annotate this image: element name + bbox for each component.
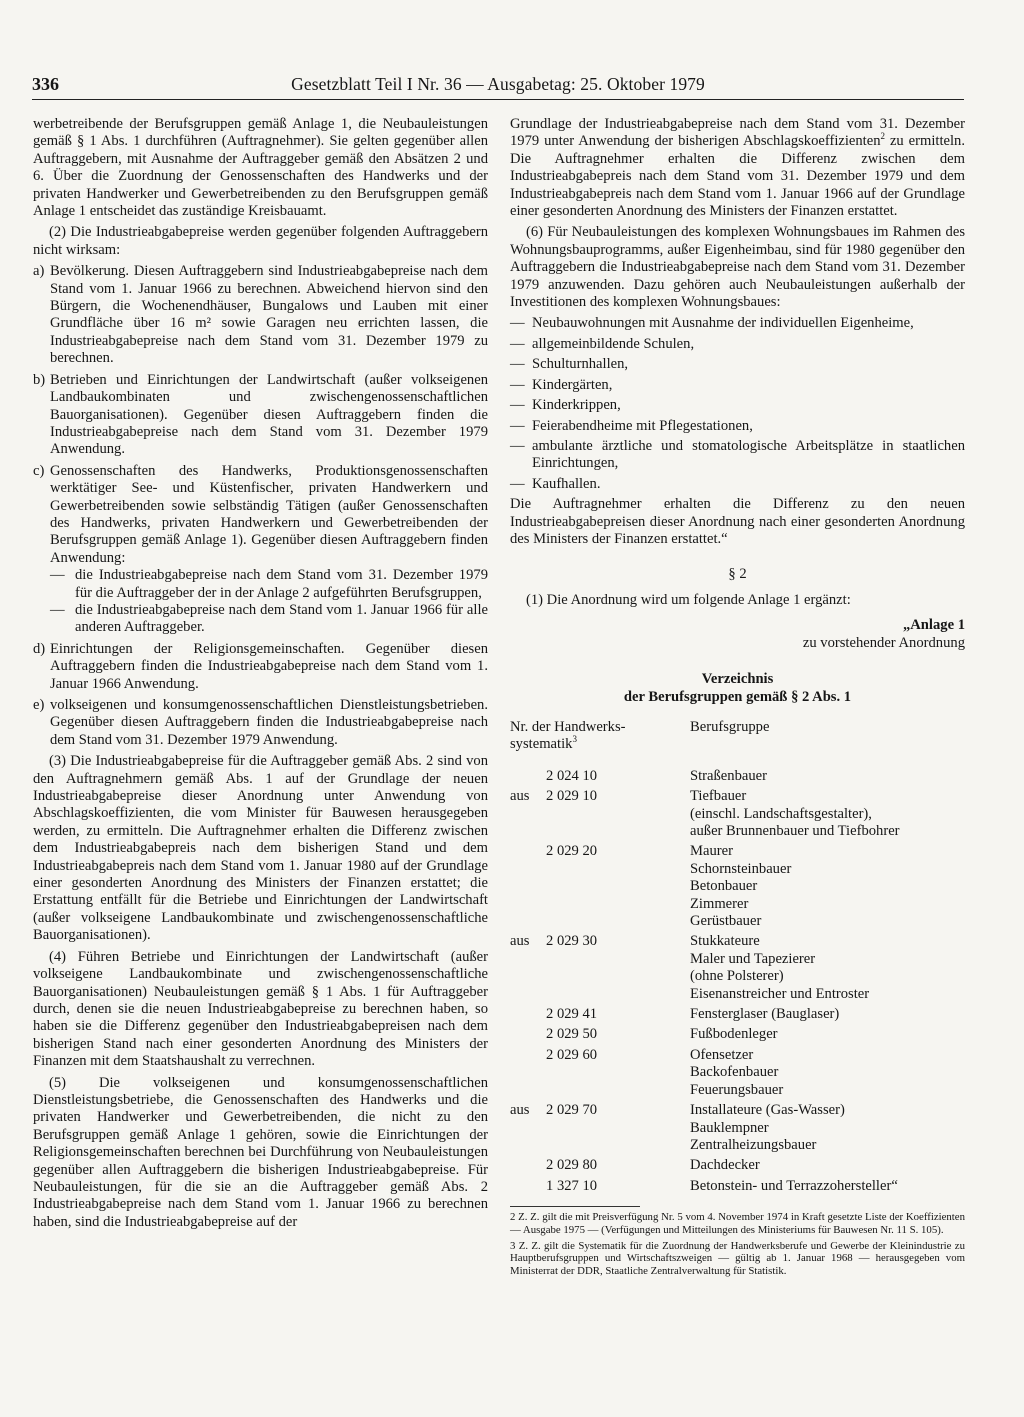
footnote-ref: 2	[880, 131, 886, 142]
list-item-text: ambulante ärztliche und stomatologische Arbeitsplätze in staatlichen Einrichtungen,	[532, 437, 965, 472]
paragraph-2-intro: (2) Die Industrieabgabepreise werden gegenüber folgenden Auftraggebern nicht wirksam:	[33, 224, 488, 258]
table-cell-prefix	[510, 1026, 546, 1046]
footnote: 3 Z. Z. gilt die Systematik für die Zuordnung der Handwerksberufe und Gewerbe der Kleinindustrie zu Hauptberufsgruppen und Wirtschaftszweigen — gültig ab 1. Januar 1968 — herausgegeben vom Ministerrat der DDR, Staatliche Zentralverwaltung für Statistik.	[510, 1239, 965, 1277]
group-line: Backofenbauer	[690, 1064, 779, 1081]
table-row	[510, 768, 965, 788]
table-cell-code: 2 029 10	[546, 788, 598, 805]
page-number: 336	[32, 74, 59, 94]
list-item-text: Betrieben und Einrichtungen der Landwirtschaft (außer volkseigenen Landbaukombinaten und zwischengenossenschaftlichen Bauorganisationen). Gegenüber diesen Auftraggebern finden die Industrieabgabepreise nach dem Stand vom 31. Dezember 1979 Anwendung.	[50, 371, 488, 458]
table-cell-code: 2 029 80	[546, 1157, 598, 1174]
table-row	[510, 1026, 965, 1046]
footnote: 2 Z. Z. gilt die mit Preisverfügung Nr. 5 vom 4. November 1974 in Kraft gesetzte Liste der Koeffizienten — Ausgabe 1975 — (Verfügungen und Mitteilungen des Ministeriums für Bauwesen Nr. 11 S. 105).	[510, 1211, 965, 1236]
table-cell-prefix: aus	[510, 1102, 530, 1119]
table-cell-prefix	[510, 1006, 546, 1026]
table-cell-group	[690, 1178, 965, 1198]
group-line: Betonstein- und Terrazzohersteller“	[690, 1177, 898, 1194]
list-item: — ambulante ärztliche und stomatologische Arbeitsplätze in staatlichen Einrichtungen,	[510, 437, 965, 472]
list-item-text: volkseigenen und konsumgenossenschaftlichen Dienstleistungsbetrieben. Gegenüber diesen Auftraggebern finden die Industrieabgabepreise nach dem Stand vom 31. Dezember 1979 Anwendung.	[50, 697, 488, 748]
list-item-text: Schulturnhallen,	[532, 356, 629, 373]
group-line: Schornsteinbauer	[690, 860, 792, 877]
list-item-text: allgemeinbildende Schulen,	[532, 335, 695, 352]
table-cell-group	[690, 1026, 965, 1046]
page-header	[32, 74, 964, 100]
appendix-title: „Anlage 1	[902, 617, 965, 634]
table-cell-code: 2 029 30	[546, 933, 598, 950]
appendix-subtitle: zu vorstehender Anordnung	[802, 634, 965, 651]
list-item-label: a)	[33, 263, 45, 280]
list-item-text: Kinderkrippen,	[532, 397, 621, 414]
table-cell-group	[690, 1157, 965, 1177]
list-item: — Kaufhallen.	[510, 475, 601, 492]
sub-list-item-text: die Industrieabgabepreise nach dem Stand vom 1. Januar 1966 für alle anderen Auftraggeber.	[75, 601, 488, 636]
table-cell-group	[690, 1006, 965, 1026]
group-line: Zentralheizungsbauer	[690, 1136, 817, 1153]
group-line: Dachdecker	[690, 1157, 760, 1174]
list-item-label: b)	[33, 371, 46, 388]
group-line: Straßenbauer	[690, 767, 767, 784]
table-cell-group	[690, 768, 965, 788]
table-row	[510, 1047, 965, 1102]
group-line: Maurer	[690, 843, 733, 860]
list-item-text: Neubauwohnungen mit Ausnahme der individuellen Eigenheime,	[532, 315, 914, 332]
table-row	[510, 788, 965, 843]
table-cell-prefix	[510, 1178, 546, 1198]
table-cell-prefix	[510, 843, 546, 933]
group-line: Bauklempner	[690, 1119, 769, 1136]
footnote-rule	[510, 1206, 640, 1207]
table-cell-group	[690, 843, 965, 933]
table-cell-group	[690, 933, 965, 1006]
group-line: Stukkateure	[690, 933, 760, 950]
group-line: Installateure (Gas-Wasser)	[690, 1102, 845, 1119]
list-item-label: e)	[33, 697, 45, 713]
paragraph-6: (6) Für Neubauleistungen des komplexen Wohnungsbaues im Rahmen des Wohnungsbauprogramms, außer Eigenheimbau, sind für 1980 gegenüber den Auftraggebern die Industrieabgabepreise nach dem Stand vom 31. Dezember 1979 anzuwenden. Dazu gehören auch Neubauleistungen außerhalb der Investitionen des komplexen Wohnungsbaues:	[510, 224, 965, 311]
header-title: Gesetzblatt Teil I Nr. 36 — Ausgabetag: 25. Oktober 1979	[291, 74, 705, 94]
sub-list	[50, 567, 488, 637]
table-row	[510, 1178, 965, 1198]
list-item: — Kindergärten,	[510, 376, 613, 393]
group-line: außer Brunnenbauer und Tiefbohrer	[690, 823, 900, 839]
list-item-label: d)	[33, 640, 46, 657]
group-line: (einschl. Landschaftsgestalter),	[690, 805, 872, 822]
continued-text-end: zu ermitteln. Die Auftragnehmer erhalten die Differenz zwischen dem Industrieabgabepreis nach dem Stand vom 31. Dezember 1979 und dem Industrieabgabepreis nach dem Stand vom 1. Januar 1966 auf der Grundlage einer gesonderten Anordnung des Ministers der Finanzen erstattet.	[510, 133, 965, 220]
table-cell-code: 2 024 10	[546, 767, 598, 784]
list-item-text: Feierabendheime mit Pflegestationen,	[532, 417, 753, 434]
sub-list-item: — die Industrieabgabepreise nach dem Stand vom 31. Dezember 1979 für die Auftraggeber der in der Anlage 2 aufgeführten Berufsgruppen,	[50, 567, 488, 601]
intro-paragraph: werbetreibende der Berufsgruppen gemäß Anlage 1, die Neubauleistungen gemäß § 1 Abs. 1 durchführen (Auftragnehmer). Sie gelten gegenüber allen Auftraggebern, mit Ausnahme der Auftraggeber gemäß den Absätzen 2 und 6. Über die Zuordnung der Genossenschaften des Handwerks und der privaten Handwerker und Gewerbetreibenden zu den Berufsgruppen gemäß Anlage 1 entscheidet das zuständige Kreisbauamt.	[33, 116, 488, 220]
list-item-text: Kindergärten,	[532, 376, 613, 393]
group-line: Zimmerer	[690, 895, 749, 912]
paragraph-4: (4) Führen Betriebe und Einrichtungen der Landwirtschaft (außer volkseigene Landbaukombinate und zwischengenossenschaftliche Bauorganisationen) Neubauleistungen gemäß § 1 Abs. 1 für Auftraggeber durch, denen sie die neuen Industrieabgabepreise zu berechnen haben, so haben sie die Differenz gegenüber den Industrieabgabepreisen nach dem bisherigen Stand nach einer gesonderten Anordnung des Ministers der Finanzen mit dem Staatshaushalt zu verrechnen.	[33, 948, 488, 1070]
paragraph-2-list	[33, 263, 488, 749]
list-item-label: c)	[33, 462, 45, 479]
table-cell-prefix: aus	[510, 788, 530, 805]
list-item	[33, 463, 488, 637]
group-line: Fußbodenleger	[690, 1026, 778, 1043]
continued-text-start: Grundlage der Industrieabgabepreise nach dem Stand vom 31. Dezember 1979 unter Anwendung der bisherigen Abschlagskoeffizienten	[510, 116, 965, 150]
paragraph-5: (5) Die volkseigenen und konsumgenossenschaftlichen Dienstleistungsbetriebe, die Genossenschaften des Handwerks und die privaten Handwerker und Gewerbetreibenden, die nicht zu den Berufsgruppen gemäß Anlage 1 gehören, sowie die Einrichtungen der Religionsgemeinschaften berechnen bei Durchführung von Neubauleistungen gegenüber allen Auftraggebern die bisherigen Industrieabgabepreise. Für Neubauleistungen, für die sie an die Auftraggeber gemäß Abs. 2 Industrieabgabepreise nach dem Stand vom 1. Januar 1966 zu berechnen haben, sind die Industrieabgabepreise auf der	[33, 1074, 488, 1230]
list-item-text: Kaufhallen.	[532, 475, 601, 492]
table-header-row	[510, 719, 965, 768]
list-item-text: Genossenschaften des Handwerks, Produktionsgenossenschaften werktätiger See- und Küstenfischer, privaten Handwerkern und Gewerbetreibenden sowie selbständig Tätigen (außer Genossenschaften des Handwerks, privaten Handwerkern und Gewerbetreibenden der Berufsgruppen gemäß Anlage 1). Gegenüber diesen Auftraggebern finden Anwendung:	[50, 462, 488, 566]
paragraph-3: (3) Die Industrieabgabepreise für die Auftraggeber gemäß Abs. 2 sind von den Auftragnehmern gemäß Abs. 1 auf der Grundlage der neuen Industrieabgabepreise dieser Anordnung unter Anwendung von Abschlagskoeffizienten, die vom Minister für Bauwesen herausgegeben werden, zu ermitteln. Die Auftragnehmer erhalten die Differenz zwischen dem Industrieabgabepreis nach dem bisherigen Stand und dem Industrieabgabepreis nach dem Stand vom 1. Januar 1980 auf der Grundlage einer gesonderten Anordnung des Ministers der Finanzen erstattet; die Erstattung entfällt für die Betriebe und Einrichtungen der Landwirtschaft (außer volkseigene Landbaukombinate und zwischengenossenschaftliche Bauorganisationen).	[33, 753, 488, 944]
footnote-ref: 3	[572, 734, 577, 745]
group-line: Ofensetzer	[690, 1046, 754, 1063]
register-title: Verzeichnis	[701, 670, 774, 687]
table-body	[510, 768, 965, 1198]
table-row	[510, 933, 965, 1006]
left-column	[33, 116, 488, 1235]
table-cell-group	[690, 1047, 965, 1102]
paragraph-6-closing: Die Auftragnehmer erhalten die Differenz zu den neuen Industrieabgabepreisen dieser Anordnung nach einer gesonderten Anordnung des Ministers der Finanzen erstattet.“	[510, 496, 965, 547]
occupation-table	[510, 719, 965, 1198]
table-row	[510, 1102, 965, 1157]
register-subtitle: der Berufsgruppen gemäß § 2 Abs. 1	[623, 688, 852, 705]
group-line: Tiefbauer	[690, 788, 747, 805]
list-item	[33, 641, 488, 693]
list-item	[33, 263, 488, 367]
sub-list-item: — die Industrieabgabepreise nach dem Stand vom 1. Januar 1966 für alle anderen Auftraggeber.	[50, 601, 488, 636]
group-line: Betonbauer	[690, 878, 758, 895]
continued-paragraph	[510, 116, 965, 220]
table-row	[510, 843, 965, 933]
section-heading: § 2	[728, 566, 747, 583]
table-row	[510, 1006, 965, 1026]
list-item: — allgemeinbildende Schulen,	[510, 335, 695, 352]
table-cell-prefix: aus	[510, 933, 530, 950]
table-cell-code: 2 029 70	[546, 1102, 598, 1119]
table-cell-code: 2 029 20	[546, 843, 598, 860]
right-column	[510, 116, 965, 1281]
table-cell-prefix	[510, 1047, 546, 1102]
group-line: Gerüstbauer	[690, 913, 762, 930]
table-cell-prefix	[510, 1157, 546, 1177]
list-item	[33, 372, 488, 459]
table-cell-code: 2 029 60	[546, 1046, 598, 1063]
table-cell-group	[690, 1102, 965, 1157]
table-row	[510, 1157, 965, 1177]
list-item: — Kinderkrippen,	[510, 397, 621, 414]
table-header-number: Nr. der Handwerks-systematik$^3$	[510, 718, 626, 753]
group-line: (ohne Polsterer)	[690, 968, 784, 985]
group-line: Fensterglaser (Bauglaser)	[690, 1006, 840, 1023]
header-rule	[32, 99, 964, 100]
section-2-paragraph-1: (1) Die Anordnung wird um folgende Anlage 1 ergänzt:	[526, 591, 851, 608]
group-line: Feuerungsbauer	[690, 1081, 784, 1098]
list-item: — Neubauwohnungen mit Ausnahme der individuellen Eigenheime,	[510, 315, 914, 332]
table-cell-group	[690, 788, 965, 843]
sub-list-item-text: die Industrieabgabepreise nach dem Stand vom 31. Dezember 1979 für die Auftraggeber der in der Anlage 2 aufgeführten Berufsgruppen,	[75, 567, 488, 601]
list-item	[33, 697, 488, 749]
table-cell-prefix	[510, 768, 546, 788]
list-item-text: Bevölkerung. Diesen Auftraggebern sind Industrieabgabepreise nach dem Stand vom 1. Januar 1966 zu berechnen. Abweichend hiervon sind den Bürgern, die Wochenendhäuser, Bungalows und Lauben mit einer Grundfläche über 16 m² sowie Garagen neu errichten lassen, die Industrieabgabepreise nach dem Stand vom 31. Dezember 1979 zu berechnen.	[50, 263, 488, 367]
table-cell-code: 1 327 10	[546, 1177, 598, 1194]
list-item: — Schulturnhallen,	[510, 356, 629, 373]
group-line: Eisenanstreicher und Entroster	[690, 985, 870, 1002]
table-cell-code: 2 029 50	[546, 1026, 598, 1043]
group-line: Maler und Tapezierer	[690, 950, 816, 967]
list-item: — Feierabendheime mit Pflegestationen,	[510, 417, 753, 434]
table-header-group: Berufsgruppe	[690, 718, 770, 735]
paragraph-6-list	[510, 315, 965, 493]
table-cell-code: 2 029 41	[546, 1006, 598, 1023]
list-item-text: Einrichtungen der Religionsgemeinschaften. Gegenüber diesen Auftraggebern finden die Industrieabgabepreise nach dem Stand vom 1. Januar 1966 Anwendung.	[50, 640, 488, 692]
